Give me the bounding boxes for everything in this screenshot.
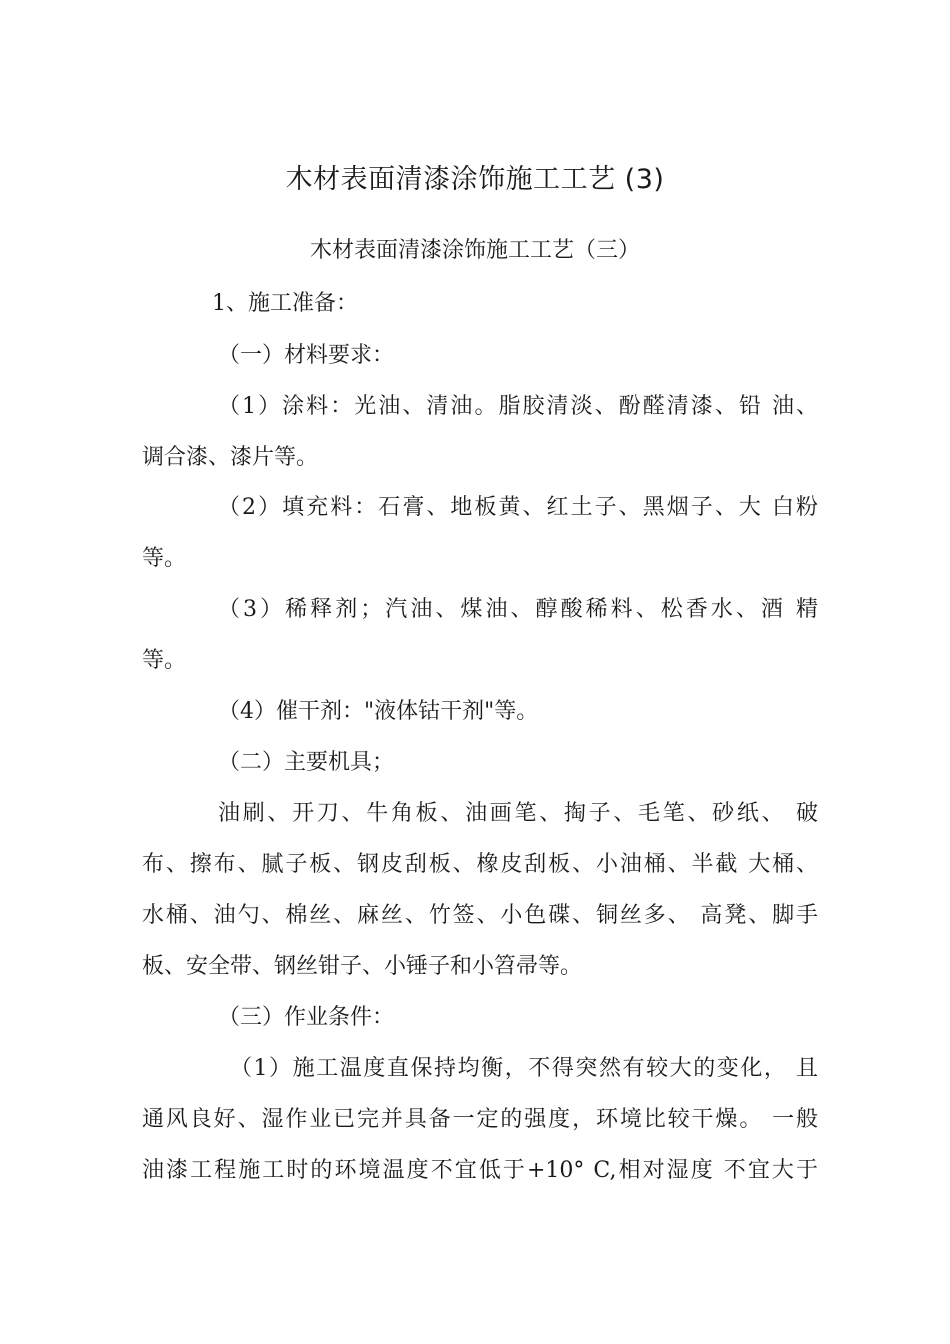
paragraph-line: （1）涂料：光油、清油。脂胶清淡、酚醛清漆、铅 油、 [218, 394, 818, 419]
paragraph-line: 等。 [142, 546, 187, 571]
paragraph-line: （4）催干剂："液体钴干剂"等。 [218, 699, 539, 724]
paragraph-line: 调合漆、漆片等。 [142, 445, 319, 470]
document-subtitle: 木材表面清漆涂饰施工工艺（三） [309, 238, 640, 263]
paragraph-line: （2）填充料：石膏、地板黄、红土子、黑烟子、大 白粉 [218, 495, 818, 520]
paragraph-line: 板、安全带、钢丝钳子、小锤子和小笤帚等。 [142, 954, 583, 979]
paragraph-line: （1）施工温度直保持均衡，不得突然有较大的变化， 且 [230, 1056, 818, 1081]
subsection-heading: （一）材料要求： [218, 343, 395, 368]
section-heading: 1、施工准备： [212, 291, 358, 316]
paragraph-line: 水桶、油勺、棉丝、麻丝、竹签、小色碟、铜丝多、 高凳、脚手 [142, 903, 818, 928]
paragraph-line: 通风良好、湿作业已完并具备一定的强度，环境比较干燥。 一般 [142, 1107, 818, 1132]
paragraph-line: 油刷、开刀、牛角板、油画笔、掏子、毛笔、砂纸、 破 [218, 801, 818, 826]
subsection-heading: （二）主要机具； [218, 750, 395, 775]
paragraph-line: 油漆工程施工时的环境温度不宜低于+10° C,相对湿度 不宜大于 [142, 1158, 818, 1183]
paragraph-line: 布、擦布、腻子板、钢皮刮板、橡皮刮板、小油桶、半截 大桶、 [142, 852, 818, 877]
document-title: 木材表面清漆涂饰施工工艺 (3) [285, 164, 665, 195]
subsection-heading: （三）作业条件： [218, 1005, 395, 1030]
paragraph-line: （3）稀释剂；汽油、煤油、醇酸稀料、松香水、酒 精 [218, 597, 818, 622]
paragraph-line: 等。 [142, 648, 187, 673]
